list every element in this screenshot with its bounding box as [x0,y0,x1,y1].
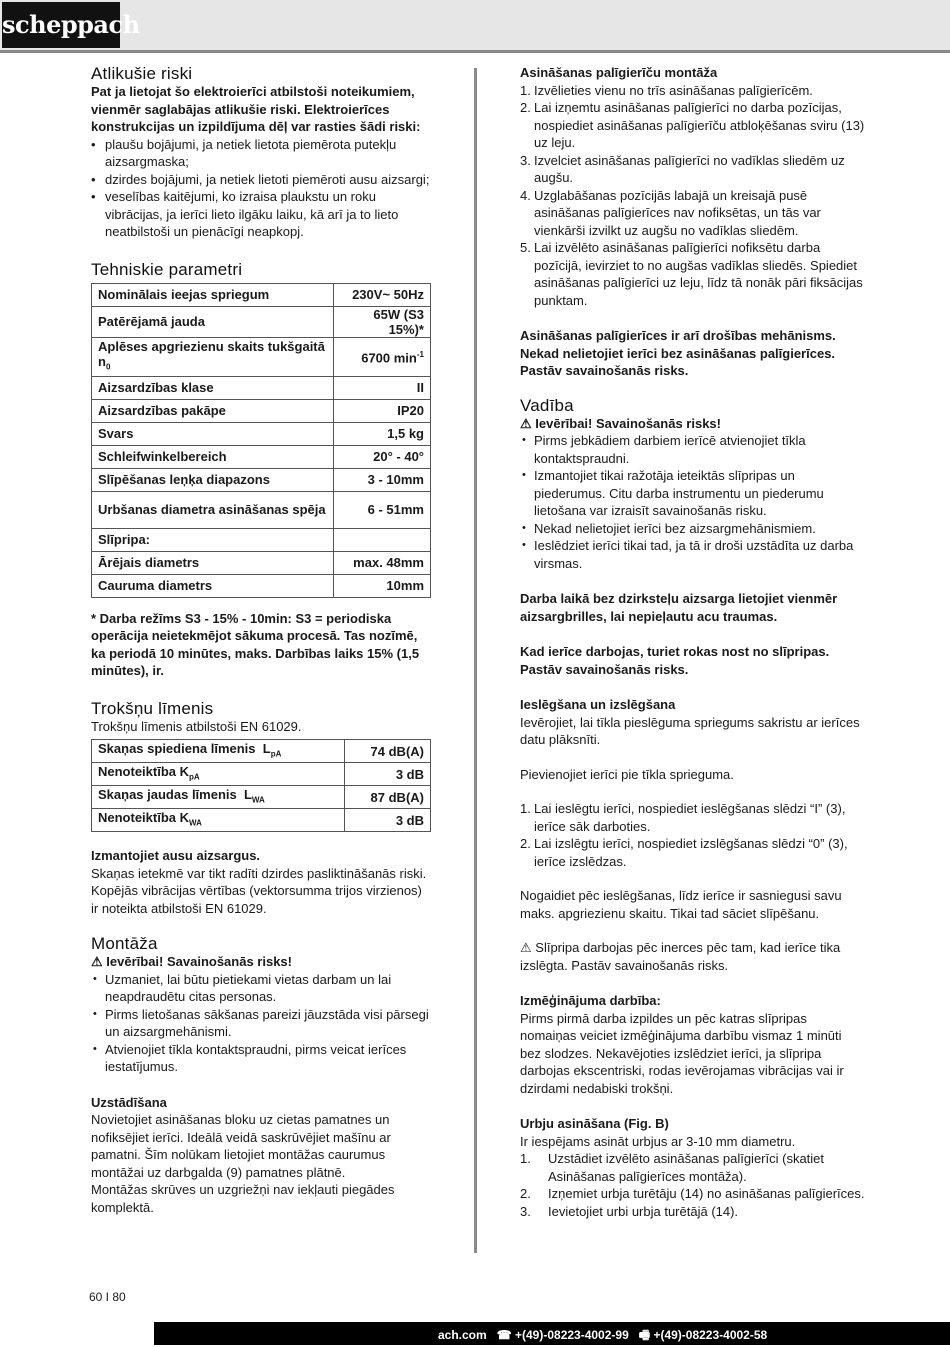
page-number: 60 I 80 [89,1290,126,1304]
list-item: • Pirms lietošanas sākšanas pareizi jāuzstāda visi pārsegi un aizsargmehānismi. [91,1006,431,1041]
noise-sub: pA [189,772,200,782]
warning-triangle-icon: ⚠ [91,954,103,969]
setup-text-2: Montāžas skrūves un uzgriežņi nav iekļauti piegādes komplektā. [91,1182,395,1215]
step-number: 2. [520,836,531,851]
warning-text: Slīpripa darbojas pēc inerces pēc tam, kad ierīce tika izslēgta. Pastāv savainošanās risks. [520,940,841,973]
table-row [92,491,431,528]
step-number: 1. [520,801,531,816]
residual-risks-list [91,136,431,241]
setup-title: Uzstādīšana [91,1094,167,1110]
operation-warning [520,415,865,433]
switch-text-4 [520,939,865,974]
operation-list [520,432,865,572]
list-item: • Ieslēdziet ierīci tikai tad, ja tā ir droši uzstādīta uz darba virsmas. [520,537,865,572]
list-item [520,1150,865,1185]
noise-label-text: Skaņas spiediena līmenis L [98,740,271,756]
switch-title: Ieslēgšana un izslēgšana [520,697,676,712]
param-value: 3 - 10mm [334,468,431,491]
list-item: • Atvienojiet tīkla kontaktspraudni, pirms veicat ierīces iestatījumus. [91,1041,431,1076]
step-number: 1. [520,1151,531,1166]
fax-icon: 🖷 [638,1328,651,1342]
step-number: 2. [520,1186,531,1201]
param-sup: -1 [416,350,424,360]
step-number: 4. [520,187,531,203]
table-row [92,786,431,809]
table-row [92,574,431,597]
param-label: Patērējamā jauda [92,306,334,337]
mounting-warning [91,953,431,971]
list-item: • Izmantojiet tikai ražotāja ieteiktās slīpripas un piederumus. Citu darba instrumentu un piederumu lietošana var izraisīt savainošanās risku. [520,467,865,520]
step-text: Lai izslēgtu ierīci, nospiediet izslēgšanas slēdzi “0” (3), ierīce izslēdzas. [534,836,848,869]
param-value [334,337,431,376]
right-column [520,64,865,1220]
step-text: Uzglabāšanas pozīcijās labajā un kreisajā pusē asināšanas palīgierīces nav nofiksētas, un tās var vienkārši izvilkt uz augšu no vadīklas sliedēm. [534,187,821,238]
step-number: 5. [520,240,531,255]
ear-protection-title: Izmantojiet ausu aizsargus. [91,848,261,863]
header-bar [0,0,950,50]
param-sub: 0 [105,362,111,372]
list-item [520,800,865,835]
param-value: IP20 [334,399,431,422]
accessory-mount-title: Asināšanas palīgierīču montāža [520,65,718,80]
ear-protection-text: Skaņas ietekmē var tikt radīti dzirdes pasliktināšanās riski. Kopējās vibrācijas vērtības (vektorsumma trijos virzienos) ir noteikta atbilstoši EN 61029. [91,865,427,916]
step-number: 3. [520,152,531,168]
residual-risks-title: Atlikušie riski [91,64,193,83]
table-row [92,337,431,376]
list-item: • dzirdes bojājumi, ja netiek lietoti piemēroti ausu aizsargi; [91,171,431,189]
noise-label [92,740,345,763]
param-value-text: 6700 min [361,350,417,366]
step-text: Ievietojiet urbi urbja turētājā (14). [548,1203,739,1219]
setup-text: Novietojiet asināšanas bloku uz cietas pamatnes un nofiksējiet ierīci. Ideālā veidā saskrūvējiet mašīnu ar pamatni. Šīm nolūkam lietojiet montāžas caurumus montāžai uz darbgalda (9) pamatnes plātnē. [91,1112,391,1180]
param-label-text: Aplēses apgriezienu skaits tukšgaitā n [98,338,325,369]
switch-text-1: Ievērojiet, lai tīkla pieslēguma spriegums sakristu ar ierīces datu plāksnīti. [520,714,860,747]
param-label: Slīpripa: [92,528,334,551]
footer-phone: +(49)-08223-4002-99 [515,1328,629,1342]
list-item: • Nekad nelietojiet ierīci bez aizsargmehānismiem. [520,520,865,538]
switch-text-2: Pievienojiet ierīci pie tīkla sprieguma. [520,766,734,782]
list-item [520,1203,865,1221]
step-text: Izvelciet asināšanas palīgierīci no vadīklas sliedēm uz augšu. [534,152,845,185]
param-label: Urbšanas diametra asināšanas spēja [92,491,334,528]
list-item: • Pirms jebkādiem darbiem ierīcē atvienojiet tīkla kontaktspraudni. [520,432,865,467]
mounting-title: Montāža [91,934,158,953]
param-value: 65W (S3 15%)* [334,306,431,337]
param-label: Nominālais ieejas spriegum [92,283,334,306]
list-item [520,239,865,309]
brand-logo: scheppach [2,2,120,48]
list-item [520,99,865,152]
noise-label-text: Nenoteiktība K [98,763,190,779]
param-value [334,528,431,551]
list-item [520,187,865,240]
tech-footnote: * Darba režīms S3 - 15% - 10min: S3 = periodiska operācija neietekmējot sākuma procesā. Tas nozīmē, ka periodā 10 minūtes, maks. Darbības laiks 15% (1,5 minūtes), ir. [91,610,420,678]
table-row [92,306,431,337]
table-row [92,283,431,306]
param-label: Schleifwinkelbereich [92,445,334,468]
test-run-text: Pirms pirmā darba izpildes un pēc katras slīpripas nomaiņas veiciet izmēģinājuma darbību vismaz 1 minūti bez slodzes. Nekavējoties izslēdziet ierīci, ja slīpripa darbojas ekscentriski, rodas ievērojamas vibrācijas vai ir dzirdami nedabiski trokšņi. [520,1010,844,1096]
footer-contact [438,1326,767,1347]
noise-title: Trokšņu līmenis [91,698,214,718]
noise-sub: WA [251,795,265,805]
tech-params-table [91,283,431,598]
column-divider [474,68,477,1253]
table-row [92,809,431,832]
warning-triangle-icon: ⚠ [520,415,532,431]
param-label: Cauruma diametrs [92,574,334,597]
noise-intro: Trokšņu līmenis atbilstoši EN 61029. [91,718,302,734]
test-run-title: Izmēģinājuma darbība: [520,993,661,1008]
goggles-warning: Darba laikā bez dzirksteļu aizsarga lietojiet vienmēr aizsargbrilles, lai nepieļautu acu traumas. [520,591,838,624]
param-value: 10mm [334,574,431,597]
drill-steps [520,1150,865,1220]
table-row [92,528,431,551]
drill-sharpening-title: Urbju asināšana (Fig. B) [520,1116,669,1131]
param-label [92,337,334,376]
left-column [91,64,431,1216]
noise-table [91,739,431,832]
accessory-warning: Asināšanas palīgierīces ir arī drošības mehānisms. Nekad nelietojiet ierīci bez asināšanas palīgierīces. Pastāv savainošanās risks. [520,328,836,378]
step-number: 2. [520,100,531,115]
warning-text: Ievērībai! Savainošanās risks! [535,415,721,431]
list-item [520,835,865,870]
step-number: 1. [520,82,531,98]
table-row [92,551,431,574]
list-item [520,1185,865,1203]
noise-label [92,763,345,786]
table-row [92,468,431,491]
noise-value: 87 dB(A) [345,786,431,809]
noise-label [92,786,345,809]
header-divider [0,50,950,53]
warning-triangle-icon: ⚠ [520,940,532,955]
footer-fax: +(49)-08223-4002-58 [653,1328,768,1342]
param-label: Aizsardzības klase [92,376,334,399]
table-row [92,740,431,763]
tech-params-title: Tehniskie parametri [91,259,243,279]
table-row [92,422,431,445]
mounting-list [91,971,431,1076]
footer-web: ach.com [438,1328,487,1342]
noise-label [92,809,345,832]
param-label: Aizsardzības pakāpe [92,399,334,422]
footer-white-block [0,1322,154,1345]
list-item [520,82,865,100]
step-text: Izņemiet urbja turētāju (14) no asināšanas palīgierīces. [548,1186,865,1201]
step-text: Lai ieslēgtu ierīci, nospiediet ieslēgšanas slēdzi “I” (3), ierīce sāk darboties. [534,801,846,834]
list-item: • plaušu bojājumi, ja netiek lietota piemērota putekļu aizsargmaska; [91,136,431,171]
noise-label-text: Nenoteiktība K [98,809,190,825]
drill-sharpening-text: Ir iespējams asināt urbjus ar 3-10 mm diametru. [520,1133,796,1149]
list-item: • Uzmaniet, lai būtu pietiekami vietas darbam un lai neapdraudētu citas personas. [91,971,431,1006]
table-row [92,763,431,786]
operation-title: Vadība [520,395,574,415]
table-row [92,445,431,468]
noise-sub: WA [189,818,202,828]
residual-risks-intro: Pat ja lietojat šo elektroierīci atbilstoši noteikumiem, vienmēr saglabājas atlikušie riski. Elektroierīces konstrukcijas un izpildījuma dēļ var rasties šādi riski: [91,84,421,134]
step-text: Uzstādiet izvēlēto asināšanas palīgierīci (skatiet Asināšanas palīgierīces montāža). [548,1151,825,1184]
step-text: Lai izvēlēto asināšanas palīgierīci nofiksētu darba pozīcijā, ievirziet to no augšas vadīklas sliedēs. Spiediet asināšanas palīgierīci uz leju, līdz tā nonāk pāri fiksācijas punktam. [534,240,863,308]
noise-value: 74 dB(A) [345,740,431,763]
warning-text: Ievērībai! Savainošanās risks! [106,954,292,969]
list-item [520,152,865,187]
noise-label-text: Skaņas jaudas līmenis L [98,786,252,802]
switch-text-3: Nogaidiet pēc ieslēgšanas, līdz ierīce ir sasniegusi savu maks. apgriezienu skaitu. Tikai tad sāciet slīpēšanu. [520,888,842,921]
noise-value: 3 dB [345,809,431,832]
step-text: Izvēlieties vienu no trīs asināšanas palīgierīcēm. [534,82,813,98]
phone-icon: ☎ [496,1328,512,1342]
noise-value: 3 dB [345,763,431,786]
hands-warning: Kad ierīce darbojas, turiet rokas nost no slīpripas. Pastāv savainošanās risks. [520,644,830,677]
param-label: Svars [92,422,334,445]
param-value: 20° - 40° [334,445,431,468]
accessory-mount-steps [520,82,865,310]
step-text: Lai izņemtu asināšanas palīgierīci no darba pozīcijas, nospiediet asināšanas palīgierīču atbloķēšanas sviru (13) uz leju. [534,100,865,150]
switch-steps [520,800,865,870]
noise-sub: pA [270,749,282,759]
step-number: 3. [520,1203,531,1219]
param-label: Ārējais diametrs [92,551,334,574]
table-row [92,376,431,399]
param-value: 230V~ 50Hz [334,283,431,306]
param-value: 6 - 51mm [334,491,431,528]
param-value: 1,5 kg [334,422,431,445]
param-label: Slīpēšanas leņķa diapazons [92,468,334,491]
table-row [92,399,431,422]
list-item: • veselības kaitējumi, ko izraisa plaukstu un roku vibrācijas, ja ierīci lieto ilgāku laiku, kā arī ja to lieto neatbilstoši un pienācīgi neapkopj. [91,188,431,241]
param-value: max. 48mm [334,551,431,574]
param-value: II [334,376,431,399]
